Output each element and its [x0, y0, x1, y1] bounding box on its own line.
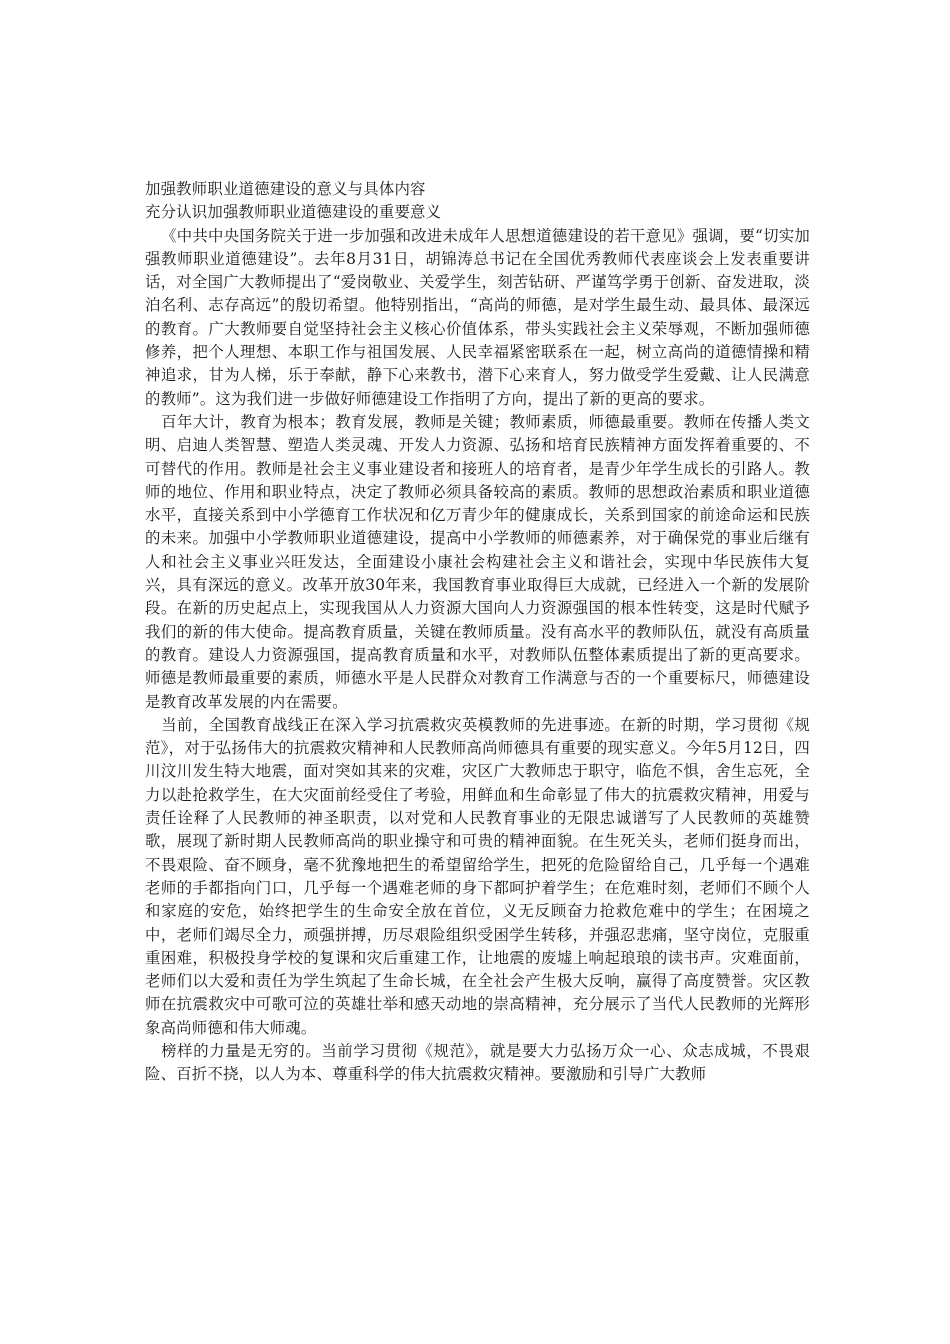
paragraph-1: 《中共中央国务院关于进一步加强和改进未成年人思想道德建设的若干意见》强调，要“切实加强教师职业道德建设”。去年8月31日，胡锦涛总书记在全国优秀教师代表座谈会上发表重要讲话，对全国广大教师提出了“爱岗敬业、关爱学生，刻苦钻研、严谨笃学勇于创新、奋发进取，淡泊名利、志存高远”的殷切希望。他特别指出，“高尚的师德，是对学生最生动、最具体、最深远的教育。广大教师要自觉坚持社会主义核心价值体系，带头实践社会主义荣辱观，不断加强师德修养，把个人理想、本职工作与祖国发展、人民幸福紧密联系在一起，树立高尚的道德情操和精神追求，甘为人梯，乐于奉献，静下心来教书，潜下心来育人，努力做受学生爱戴、让人民满意的教师”。这为我们进一步做好师德建设工作指明了方向，提出了新的更高的要求。 [145, 226, 810, 408]
document-title: 加强教师职业道德建设的意义与具体内容 [145, 180, 426, 198]
paragraph-3: 当前，全国教育战线正在深入学习抗震救灾英模教师的先进事迹。在新的时期，学习贯彻《规范》，对于弘扬伟大的抗震救灾精神和人民教师高尚师德具有重要的现实意义。今年5月12日，四川汶川发生特大地震，面对突如其来的灾难，灾区广大教师忠于职守，临危不惧，舍生忘死，全力以赴抢救学生，在大灾面前经受住了考验，用鲜血和生命彰显了伟大的抗震救灾精神，用爱与责任诠释了人民教师的神圣职责，以对党和人民教育事业的无限忠诚谱写了人民教师的英雄赞歌，展现了新时期人民教师高尚的职业操守和可贵的精神面貌。在生死关头，老师们挺身而出，不畏艰险、奋不顾身，毫不犹豫地把生的希望留给学生，把死的危险留给自己，几乎每一个遇难老师的手都指向门口，几乎每一个遇难老师的身下都呵护着学生；在危难时刻，老师们不顾个人和家庭的安危，始终把学生的生命安全放在首位，义无反顾奋力抢救危难中的学生；在困境之中，老师们竭尽全力，顽强拼搏，历尽艰险组织受困学生转移，并强忍悲痛，坚守岗位，克服重重困难，积极投身学校的复课和灾后重建工作，让地震的废墟上响起琅琅的读书声。灾难面前，老师们以大爱和责任为学生筑起了生命长城，在全社会产生极大反响，赢得了高度赞誉。灾区教师在抗震救灾中可歌可泣的英雄壮举和感天动地的崇高精神，充分展示了当代人民教师的光辉形象高尚师德和伟大师魂。 [145, 715, 810, 1037]
paragraph-4: 榜样的力量是无穷的。当前学习贯彻《规范》，就是要大力弘扬万众一心、众志成城，不畏艰险、百折不挠，以人为本、尊重科学的伟大抗震救灾精神。要激励和引导广大教师 [145, 1041, 810, 1084]
document-subtitle: 充分认识加强教师职业道德建设的重要意义 [145, 203, 442, 222]
document-page [145, 178, 810, 1087]
paragraph-2: 百年大计，教育为根本；教育发展，教师是关键；教师素质，师德最重要。教师在传播人类文明、启迪人类智慧、塑造人类灵魂、开发人力资源、弘扬和培育民族精神方面发挥着重要的、不可替代的作用。教师是社会主义事业建设者和接班人的培育者，是青少年学生成长的引路人。教师的地位、作用和职业特点，决定了教师必须具备较高的素质。教师的思想政治素质和职业道德水平，直接关系到中小学德育工作状况和亿万青少年的健康成长，关系到国家的前途命运和民族的未来。加强中小学教师职业道德建设，提高中小学教师的师德素养，对于确保党的事业后继有人和社会主义事业兴旺发达，全面建设小康社会构建社会主义和谐社会，实现中华民族伟大复兴，具有深远的意义。改革开放30年来，我国教育事业取得巨大成就，已经进入一个新的发展阶段。在新的历史起点上，实现我国从人力资源大国向人力资源强国的根本性转变，这是时代赋予我们的新的伟大使命。提高教育质量，关键在教师质量。没有高水平的教师队伍，就没有高质量的教育。建设人力资源强国，提高教育质量和水平，对教师队伍整体素质提出了新的更高要求。师德是教师最重要的素质，师德水平是人民群众对教育工作满意与否的一个重要标尺，师德建设是教育改革发展的内在需要。 [145, 412, 810, 711]
